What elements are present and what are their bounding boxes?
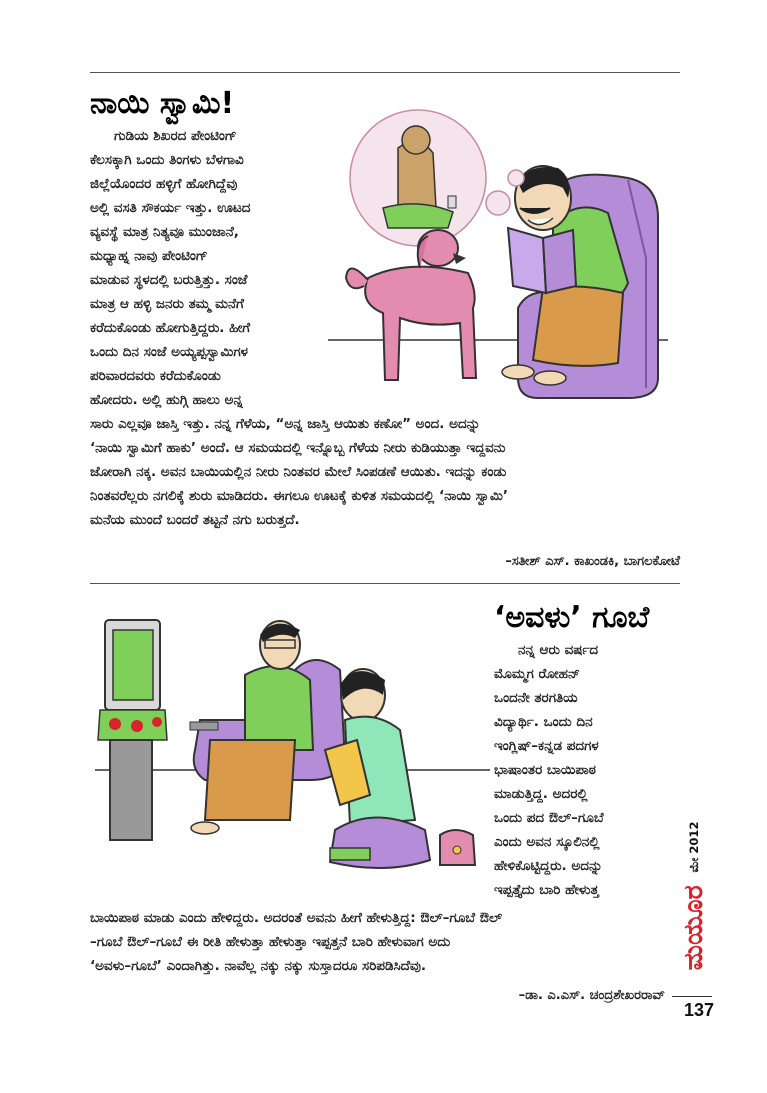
story2-line: ವಿದ್ಯಾರ್ಥಿ. ಒಂದು ದಿನ — [494, 714, 593, 730]
story2-title: ‘ಅವಳು’ ಗೂಬೆ — [494, 600, 650, 635]
story2-line: ಹೇಳಿಕೊಟ್ಟಿದ್ದರು. ಅದನ್ನು — [494, 858, 603, 874]
story1-line: ವ್ಯವಸ್ಥೆ ಮಾತ್ರ ನಿತ್ಯವೂ ಮುಂಜಾನೆ, — [90, 224, 239, 240]
story2-line: –ಗೂಬೆ ಔಲ್–ಗೂಬೆ ಈ ರೀತಿ ಹೇಳುತ್ತಾ ಹೇಳುತ್ತಾ ಇಪ್ಪತ್ತನೆ ಬಾರಿ ಹೇಳುವಾಗ ಅದು — [90, 934, 451, 950]
story2-line: ಒಂದನೇ ತರಗತಿಯ — [494, 690, 578, 706]
story2-line: ಇಪ್ಪತ್ತೈದು ಬಾರಿ ಹೇಳುತ್ತ — [494, 882, 599, 898]
story2-line: ಮೊಮ್ಮಗ ರೋಹನ್ — [494, 666, 580, 682]
floor-book — [330, 848, 370, 860]
story1-line: ಗುಡಿಯ ಶಿಖರದ ಪೇಂಟಿಂಗ್ — [114, 128, 237, 144]
story1-byline: –ಸತೀಶ್ ಎಸ್. ಕಾಖಂಡಕಿ, ಬಾಗಲಕೋಟೆ — [505, 554, 680, 569]
story1-line: ಪರಿವಾರದವರು ಕರೆದುಕೊಂಡು — [90, 368, 221, 384]
magazine-name: ಮಯೂರ — [677, 885, 709, 971]
story1-line: ಒಂದು ದಿನ ಸಂಜೆ ಅಯ್ಯಪ್ಪಸ್ವಾಮಿಗಳ — [90, 344, 248, 360]
magazine-logo — [672, 812, 712, 972]
page-number: 137 — [684, 1000, 715, 1020]
story2-line: ಒಂದು ಪದ ಔಲ್–ಗೂಬೆ — [494, 810, 604, 826]
story1-line: ಕೆಲಸಕ್ಕಾಗಿ ಒಂದು ತಿಂಗಳು ಬೆಳಗಾವಿ — [90, 152, 244, 168]
dog — [365, 267, 476, 380]
story1-line: ಕರೆದುಕೊಂಡು ಹೋಗುತ್ತಿದ್ದರು. ಹೀಗೆ — [90, 320, 251, 336]
story1-title: ನಾಯಿ ಸ್ವಾಮಿ! — [90, 86, 235, 121]
story1-line: ಮಾಡುವ ಸ್ಥಳದಲ್ಲಿ ಬರುತ್ತಿತ್ತು. ಸಂಜೆ — [90, 272, 248, 288]
story2-byline: –ಡಾ. ಎ.ಎಸ್. ಚಂದ್ರಶೇಖರರಾವ್ — [518, 988, 665, 1003]
story2-line: ‘ಅವಳು–ಗೂಬೆ’ ಎಂದಾಗಿತ್ತು. ನಾವೆಲ್ಲ ನಕ್ಕು ನಕ್ಕು ಸುಸ್ತಾದರೂ ಸರಿಪಡಿಸಿದೆವು. — [90, 958, 427, 974]
story1-column-text — [90, 124, 330, 412]
story1-illustration — [328, 108, 668, 408]
story2-line: ಎಂದು ಅವನ ಸ್ಕೂಲಿನಲ್ಲಿ — [494, 834, 600, 850]
story1-full-text — [90, 412, 680, 532]
story2-line: ಇಂಗ್ಲಿಷ್–ಕನ್ನಡ ಪದಗಳ — [494, 738, 599, 754]
story1-line: ಅಲ್ಲಿ ವಸತಿ ಸೌಕರ್ಯ ಇತ್ತು. ಊಟದ — [90, 200, 251, 216]
story1-line: ಸಾರು ಎಲ್ಲವೂ ಜಾಸ್ತಿ ಇತ್ತು. ನನ್ನ ಗೆಳೆಯ, “ಅನ್ನ ಜಾಸ್ತಿ ಆಯಿತು ಕಣೋ” ಅಂದ. ಅದನ್ನು — [90, 416, 481, 432]
story1-line: ಮಧ್ಯಾಹ್ನ ನಾವು ಪೇಂಟಿಂಗ್ — [90, 248, 208, 264]
book — [508, 228, 546, 293]
story1-line: ಹೋದರು. ಅಲ್ಲಿ ಹುಗ್ಗಿ ಹಾಲು ಅನ್ನ — [90, 392, 243, 408]
story1-line: ಜಿಲ್ಲೆಯೊಂದರ ಹಳ್ಳಿಗೆ ಹೋಗಿದ್ದೆವು — [90, 176, 238, 192]
middle-rule — [90, 583, 680, 584]
man-shirt — [245, 666, 313, 750]
story2-line: ನನ್ನ ಆರು ವರ್ಷದ — [518, 642, 599, 658]
story2-column-text — [494, 638, 674, 902]
remote — [190, 722, 218, 730]
tv-stand — [110, 740, 152, 840]
man-dhoti — [205, 740, 295, 820]
footer-rule — [672, 996, 712, 997]
story1-line: ನಿಂತವರೆಲ್ಲರು ನಗಲಿಕ್ಕೆ ಶುರು ಮಾಡಿದರು. ಈಗಲೂ ಊಟಕ್ಕೆ ಕುಳಿತ ಸಮಯದಲ್ಲಿ ‘ನಾಯಿ ಸ್ವಾಮಿ’ — [90, 488, 508, 504]
story2-illustration — [95, 600, 490, 905]
story1-line: ಜೋರಾಗಿ ನಕ್ಕ. ಅವನ ಬಾಯಿಯಲ್ಲಿನ ನೀರು ನಿಂತವರ ಮೇಲೆ ಸಿಂಪಡಣೆ ಆಯಿತು. ಇದನ್ನು ಕಂಡು — [90, 464, 507, 480]
story2-full-text — [90, 906, 670, 978]
story1-line: ಮಾತ್ರ ಆ ಹಳ್ಳಿ ಜನರು ತಮ್ಮ ಮನೆಗೆ — [90, 296, 244, 312]
man-dhoti — [533, 286, 623, 366]
story1-line: ಮನೆಯ ಮುಂದೆ ಬಂದರೆ ತಟ್ಟನೆ ನಗು ಬರುತ್ತದೆ. — [90, 512, 300, 528]
magazine-month: ಮೇ 2012 — [687, 821, 702, 873]
story2-line: ಬಾಯಿಪಾಠ ಮಾಡು ಎಂದು ಹೇಳಿದ್ದರು. ಅದರಂತೆ ಅವನು ಹೀಗೆ ಹೇಳುತ್ತಿದ್ದ: ಔಲ್–ಗೂಬೆ ಔಲ್ — [90, 910, 503, 926]
story1-line: ‘ನಾಯಿ ಸ್ವಾಮಿಗೆ ಹಾಕು’ ಅಂದೆ. ಆ ಸಮಯದಲ್ಲಿ ಇನ್ನೊಬ್ಬ ಗೆಳೆಯ ನೀರು ಕುಡಿಯುತ್ತಾ ಇದ್ದವನು — [90, 440, 506, 456]
story2-line: ಭಾಷಾಂತರ ಬಾಯಿಪಾಠ — [494, 762, 596, 778]
story2-line: ಮಾಡುತ್ತಿದ್ದ. ಅದರಲ್ಲಿ — [494, 786, 588, 802]
top-rule — [90, 72, 680, 73]
